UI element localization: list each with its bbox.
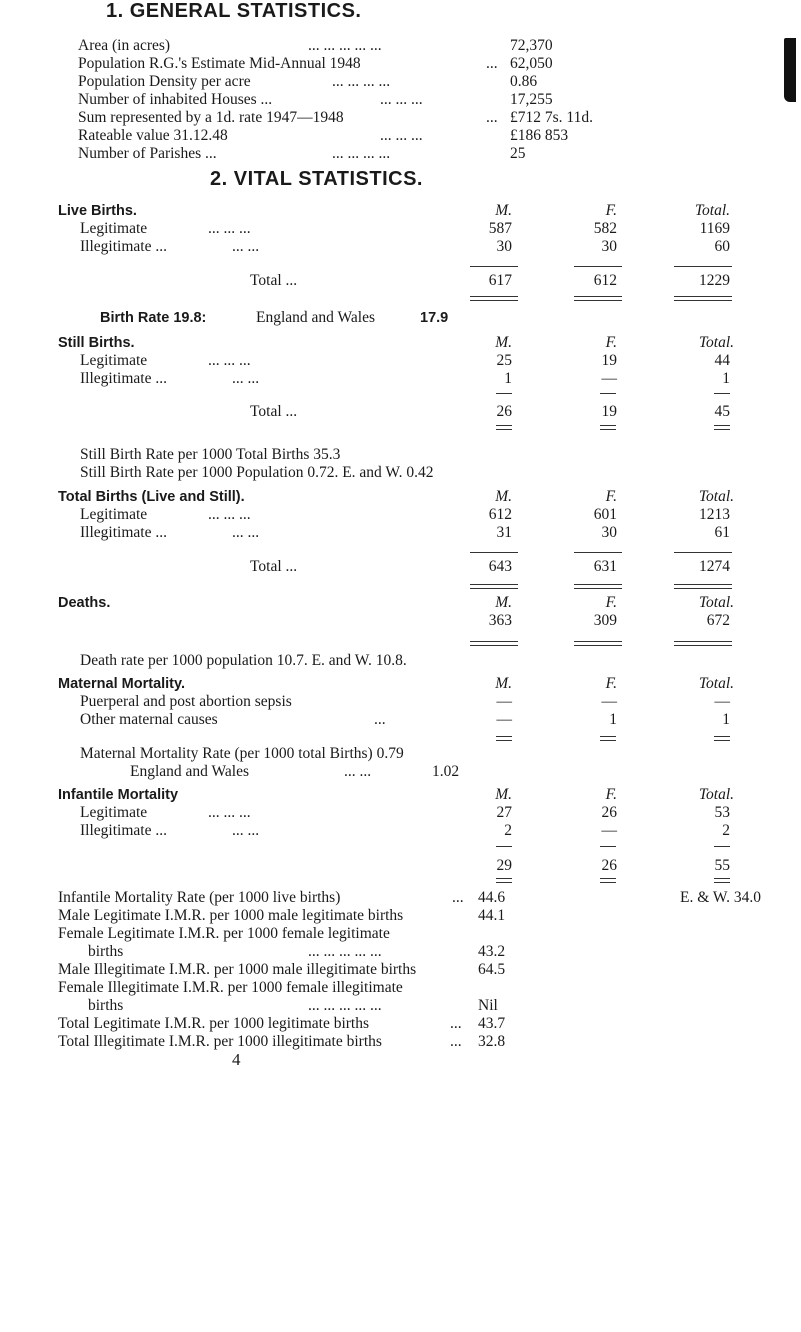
total-male: 643: [488, 558, 512, 575]
col-female-header: F.: [605, 334, 617, 351]
cell-male: 31: [496, 524, 512, 541]
cell-male: 1: [504, 370, 512, 387]
imr-value: 64.5: [478, 961, 506, 978]
leader-dots: ... ...: [232, 822, 260, 839]
imr-label: Total Legitimate I.M.R. per 1000 legitimate births: [58, 1015, 369, 1032]
col-total-header: Total.: [698, 675, 734, 692]
sum-rule: [600, 846, 616, 847]
double-rule: [714, 425, 730, 430]
row-label: Illegitimate ...: [80, 524, 167, 541]
double-rule: [574, 296, 622, 301]
deaths-total: 672: [706, 612, 730, 629]
maternal-heading: Maternal Mortality.: [58, 676, 186, 692]
birth-rate-ew-value: 17.9: [420, 310, 449, 326]
leader-dots: ... ... ...: [380, 91, 423, 108]
col-female-header: F.: [605, 786, 617, 803]
row-label: Illegitimate ...: [80, 238, 167, 255]
cell-total: 2: [722, 822, 730, 839]
sum-rule: [496, 393, 512, 394]
sum-rule: [674, 552, 732, 553]
total-label: Total ...: [250, 403, 298, 420]
total-female: 26: [601, 857, 617, 874]
cell-female: —: [601, 822, 617, 839]
leader-dots: ...: [450, 1033, 462, 1050]
leader-dots: ... ... ...: [208, 804, 251, 821]
birth-rate-label: Birth Rate 19.8:: [100, 310, 207, 326]
general-value: 72,370: [510, 37, 553, 54]
birth-rate-ew-text: England and Wales: [256, 309, 375, 326]
col-female-header: F.: [605, 488, 617, 505]
leader-dots: ... ... ... ... ...: [308, 943, 382, 960]
leader-dots: ... ... ...: [208, 506, 251, 523]
double-rule: [470, 584, 518, 589]
double-rule: [470, 296, 518, 301]
cell-male: 27: [496, 804, 512, 821]
row-label: Legitimate: [80, 506, 148, 523]
double-rule: [714, 878, 730, 883]
total-total: 55: [714, 857, 730, 874]
total-male: 617: [488, 272, 512, 289]
leader-dots: ...: [452, 889, 464, 906]
double-rule: [496, 878, 512, 883]
leader-dots: ...: [374, 711, 386, 728]
general-value: 0.86: [510, 73, 538, 90]
cell-male: 587: [488, 220, 512, 237]
total-female: 612: [593, 272, 617, 289]
general-value: 25: [510, 145, 526, 162]
imr-ew-value: E. & W. 34.0: [680, 889, 761, 906]
col-male-header: M.: [495, 202, 512, 219]
total-label: Total ...: [250, 558, 298, 575]
cell-female: —: [601, 370, 617, 387]
imr-value: 44.1: [478, 907, 506, 924]
cell-total: 60: [714, 238, 730, 255]
col-male-header: M.: [495, 786, 512, 803]
row-label: Other maternal causes: [80, 711, 218, 728]
still-birth-rate-total: Still Birth Rate per 1000 Total Births 35.3: [80, 446, 341, 463]
col-female-header: F.: [605, 594, 617, 611]
double-rule: [674, 641, 732, 646]
row-label: Illegitimate ...: [80, 822, 167, 839]
cell-total: 53: [714, 804, 730, 821]
cell-total: 61: [714, 524, 730, 541]
double-rule: [496, 736, 512, 741]
leader-dots: ... ... ... ... ...: [308, 997, 382, 1014]
double-rule: [574, 584, 622, 589]
deaths-female: 309: [593, 612, 617, 629]
leader-dots: ... ...: [344, 763, 372, 780]
imr-label: Total Illegitimate I.M.R. per 1000 illegitimate births: [58, 1033, 382, 1050]
col-male-header: M.: [495, 594, 512, 611]
total-female: 631: [593, 558, 617, 575]
imr-value: 44.6: [478, 889, 506, 906]
col-total-header: Total.: [698, 488, 734, 505]
double-rule: [714, 736, 730, 741]
general-value: 62,050: [510, 55, 553, 72]
double-rule: [600, 878, 616, 883]
double-rule: [470, 641, 518, 646]
double-rule: [496, 425, 512, 430]
total-male: 26: [496, 403, 512, 420]
general-label: Number of inhabited Houses ...: [78, 91, 273, 108]
cell-total: 1169: [699, 220, 730, 237]
double-rule: [600, 425, 616, 430]
sum-rule: [470, 552, 518, 553]
sum-rule: [600, 393, 616, 394]
leader-dots: ... ... ...: [380, 127, 423, 144]
cell-male: —: [496, 711, 512, 728]
leader-dots: ... ... ...: [208, 220, 251, 237]
imr-label: births: [88, 943, 124, 960]
total-total: 1274: [699, 558, 730, 575]
sum-rule: [470, 266, 518, 267]
sum-rule: [674, 266, 732, 267]
imr-label: Infantile Mortality Rate (per 1000 live births): [58, 889, 341, 906]
general-label: Area (in acres): [78, 37, 171, 54]
col-female-header: F.: [605, 675, 617, 692]
general-value: 17,255: [510, 91, 553, 108]
imr-value: 43.2: [478, 943, 506, 960]
general-value: £186 853: [510, 127, 569, 144]
sum-rule: [714, 393, 730, 394]
row-label: Puerperal and post abortion sepsis: [80, 693, 292, 710]
sum-rule: [574, 552, 622, 553]
total-total: 45: [714, 403, 730, 420]
cell-female: 19: [601, 352, 617, 369]
cell-total: 1: [722, 370, 730, 387]
imr-label: Male Illegitimate I.M.R. per 1000 male illegitimate births: [58, 961, 417, 978]
cell-total: 1213: [699, 506, 730, 523]
sum-rule: [714, 846, 730, 847]
leader-dots: ... ...: [232, 524, 260, 541]
cell-female: 30: [601, 524, 617, 541]
general-label: Population Density per acre: [78, 73, 251, 90]
cell-male: 2: [504, 822, 512, 839]
imr-value: 43.7: [478, 1015, 506, 1032]
maternal-mortality-rate: Maternal Mortality Rate (per 1000 total Births) 0.79: [80, 745, 404, 762]
imr-label: Male Legitimate I.M.R. per 1000 male legitimate births: [58, 907, 404, 924]
still-birth-rate-population: Still Birth Rate per 1000 Population 0.72. E. and W. 0.42: [80, 464, 434, 481]
double-rule: [674, 584, 732, 589]
leader-dots: ... ... ... ...: [332, 73, 391, 90]
col-total-header: Total.: [698, 786, 734, 803]
leader-dots: ...: [486, 109, 498, 126]
row-label: Illegitimate ...: [80, 370, 167, 387]
total-label: Total ...: [250, 272, 298, 289]
cell-female: 1: [609, 711, 617, 728]
maternal-ew-label: England and Wales: [130, 763, 249, 780]
imr-label: Female Illegitimate I.M.R. per 1000 female illegitimate: [58, 979, 403, 996]
sum-rule: [574, 266, 622, 267]
col-male-header: M.: [495, 675, 512, 692]
deaths-male: 363: [488, 612, 512, 629]
infantile-heading: Infantile Mortality: [58, 787, 179, 803]
leader-dots: ... ... ... ... ...: [308, 37, 382, 54]
double-rule: [674, 296, 732, 301]
imr-value: 32.8: [478, 1033, 506, 1050]
cell-male: 25: [496, 352, 512, 369]
general-value: £712 7s. 11d.: [510, 109, 593, 126]
col-total-header: Total.: [698, 334, 734, 351]
section-title-general: 1. GENERAL STATISTICS.: [106, 0, 362, 22]
leader-dots: ...: [486, 55, 498, 72]
page-number: 4: [232, 1050, 241, 1069]
general-label: Rateable value 31.12.48: [78, 127, 228, 144]
col-male-header: M.: [495, 488, 512, 505]
leader-dots: ...: [450, 1015, 462, 1032]
scan-edge-mark: [784, 38, 796, 102]
total-total: 1229: [699, 272, 730, 289]
imr-value: Nil: [478, 997, 498, 1014]
cell-male: —: [496, 693, 512, 710]
cell-total: —: [714, 693, 730, 710]
col-total-header: Total.: [698, 594, 734, 611]
cell-total: 1: [722, 711, 730, 728]
leader-dots: ... ...: [232, 238, 260, 255]
cell-female: 582: [593, 220, 617, 237]
leader-dots: ... ... ...: [208, 352, 251, 369]
row-label: Legitimate: [80, 352, 148, 369]
total-female: 19: [601, 403, 617, 420]
cell-female: 26: [601, 804, 617, 821]
general-label: Population R.G.'s Estimate Mid-Annual 1948: [78, 55, 361, 72]
live-births-heading: Live Births.: [58, 203, 137, 219]
row-label: Legitimate: [80, 220, 148, 237]
cell-male: 30: [496, 238, 512, 255]
cell-female: 30: [601, 238, 617, 255]
maternal-ew-value: 1.02: [432, 763, 460, 780]
cell-male: 612: [488, 506, 512, 523]
cell-female: 601: [593, 506, 617, 523]
leader-dots: ... ... ... ...: [332, 145, 391, 162]
leader-dots: ... ...: [232, 370, 260, 387]
death-rate: Death rate per 1000 population 10.7. E. and W. 10.8.: [80, 652, 407, 669]
double-rule: [574, 641, 622, 646]
imr-label: Female Legitimate I.M.R. per 1000 female legitimate: [58, 925, 390, 942]
section-title-vital: 2. VITAL STATISTICS.: [210, 168, 423, 190]
col-female-header: F.: [605, 202, 617, 219]
cell-female: —: [601, 693, 617, 710]
imr-label: births: [88, 997, 124, 1014]
total-births-heading: Total Births (Live and Still).: [58, 489, 245, 505]
general-label: Sum represented by a 1d. rate 1947—1948: [78, 109, 344, 126]
sum-rule: [496, 846, 512, 847]
col-male-header: M.: [495, 334, 512, 351]
still-births-heading: Still Births.: [58, 335, 135, 351]
deaths-heading: Deaths.: [58, 595, 111, 611]
cell-total: 44: [714, 352, 730, 369]
general-label: Number of Parishes ...: [78, 145, 217, 162]
double-rule: [600, 736, 616, 741]
row-label: Legitimate: [80, 804, 148, 821]
total-male: 29: [496, 857, 512, 874]
col-total-header: Total.: [694, 202, 730, 219]
